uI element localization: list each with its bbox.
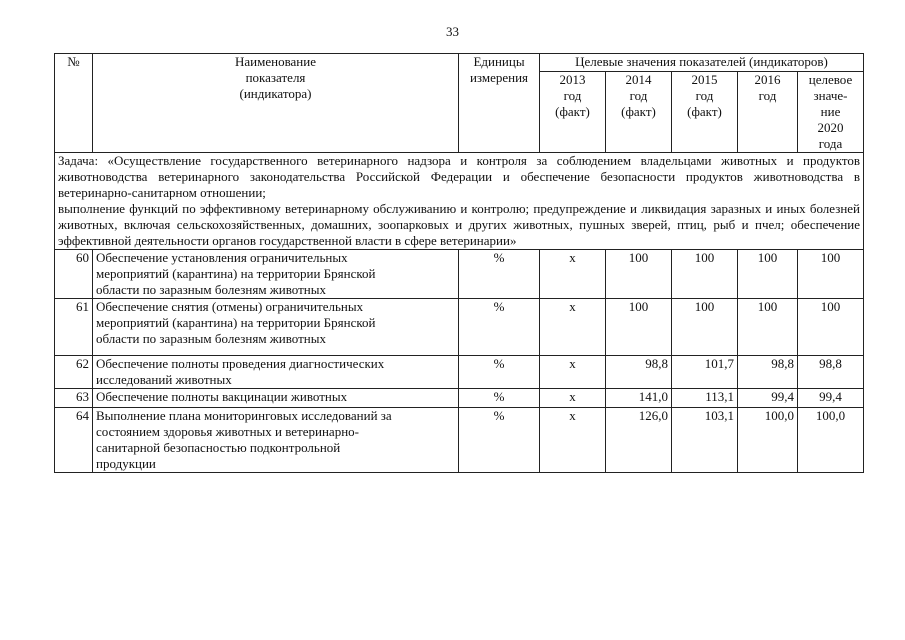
row-num: 62 xyxy=(55,356,93,389)
row-2014: 126,0 xyxy=(606,408,672,473)
row-num: 61 xyxy=(55,299,93,356)
row-unit: % xyxy=(459,408,540,473)
row-2013: х xyxy=(540,299,606,356)
row-unit: % xyxy=(459,250,540,299)
row-target: 100 xyxy=(798,299,864,356)
header-year-2015: 2015 год (факт) xyxy=(672,72,738,153)
header-row-top xyxy=(55,54,864,72)
table-row xyxy=(55,389,864,408)
row-target: 100,0 xyxy=(798,408,864,473)
row-unit: % xyxy=(459,389,540,408)
page-number: 33 xyxy=(446,24,459,39)
header-name: Наименование показателя (индикатора) xyxy=(93,54,459,153)
row-2014: 100 xyxy=(606,299,672,356)
row-2014: 98,8 xyxy=(606,356,672,389)
row-2015: 103,1 xyxy=(672,408,738,473)
row-2014: 141,0 xyxy=(606,389,672,408)
row-2016: 100,0 xyxy=(738,408,798,473)
row-2016: 99,4 xyxy=(738,389,798,408)
row-name: Обеспечение полноты проведения диагностических исследований животных xyxy=(93,356,459,389)
header-target-2020: целевое значе- ние 2020 года xyxy=(798,72,864,153)
row-2013: х xyxy=(540,408,606,473)
table-row xyxy=(55,356,864,389)
header-unit: Единицы измерения xyxy=(459,54,540,153)
row-target: 99,4 xyxy=(798,389,864,408)
table-row xyxy=(55,250,864,299)
row-name: Обеспечение установления ограничительных мероприятий (карантина) на территории Брянской области по заразным болезням животных xyxy=(93,250,459,299)
table-row xyxy=(55,408,864,473)
table-row xyxy=(55,299,864,356)
header-num: № xyxy=(55,54,93,153)
row-2016: 100 xyxy=(738,250,798,299)
task-line: Задача: «Осуществление государственного ветеринарного надзора и контроля за соблюдением владельцами животных и продуктов животноводства ветеринарного законодательства Российской Федерации и обеспечение безопасности продуктов животноводства в ветеринарно-санитарном отношении; xyxy=(58,153,861,200)
row-name: Выполнение плана мониторинговых исследований за состоянием здоровья животных и ветеринарно- санитарной безопасностью подконтрольной продукции xyxy=(93,408,459,473)
row-2013: х xyxy=(540,389,606,408)
row-num: 60 xyxy=(55,250,93,299)
header-year-2013: 2013 год (факт) xyxy=(540,72,606,153)
row-2013: х xyxy=(540,250,606,299)
task-row xyxy=(55,153,864,250)
task-description xyxy=(55,153,864,250)
row-target: 98,8 xyxy=(798,356,864,389)
row-2015: 101,7 xyxy=(672,356,738,389)
row-num: 64 xyxy=(55,408,93,473)
header-year-2014: 2014 год (факт) xyxy=(606,72,672,153)
row-name: Обеспечение снятия (отмены) ограничительных мероприятий (карантина) на территории Брянской области по заразным болезням животных xyxy=(93,299,459,356)
row-2016: 98,8 xyxy=(738,356,798,389)
row-2014: 100 xyxy=(606,250,672,299)
row-num: 63 xyxy=(55,389,93,408)
row-name: Обеспечение полноты вакцинации животных xyxy=(93,389,459,408)
row-target: 100 xyxy=(798,250,864,299)
row-2013: х xyxy=(540,356,606,389)
header-target-group: Целевые значения показателей (индикаторов) xyxy=(540,54,864,72)
row-unit: % xyxy=(459,356,540,389)
row-unit: % xyxy=(459,299,540,356)
task-line: выполнение функций по эффективному ветеринарному обслуживанию и контролю; предупреждение и ликвидация заразных и иных болезней животных, включая сельскохозяйственных, домашних, зоопарковых и других животных, пушных зверей, птиц, рыб и пчел; обеспечение эффективной деятельности органов государственной власти в сфере ветеринарии» xyxy=(58,201,861,248)
row-2016: 100 xyxy=(738,299,798,356)
row-2015: 100 xyxy=(672,250,738,299)
header-year-2016: 2016 год xyxy=(738,72,798,153)
row-2015: 113,1 xyxy=(672,389,738,408)
indicators-table xyxy=(54,53,864,473)
row-2015: 100 xyxy=(672,299,738,356)
